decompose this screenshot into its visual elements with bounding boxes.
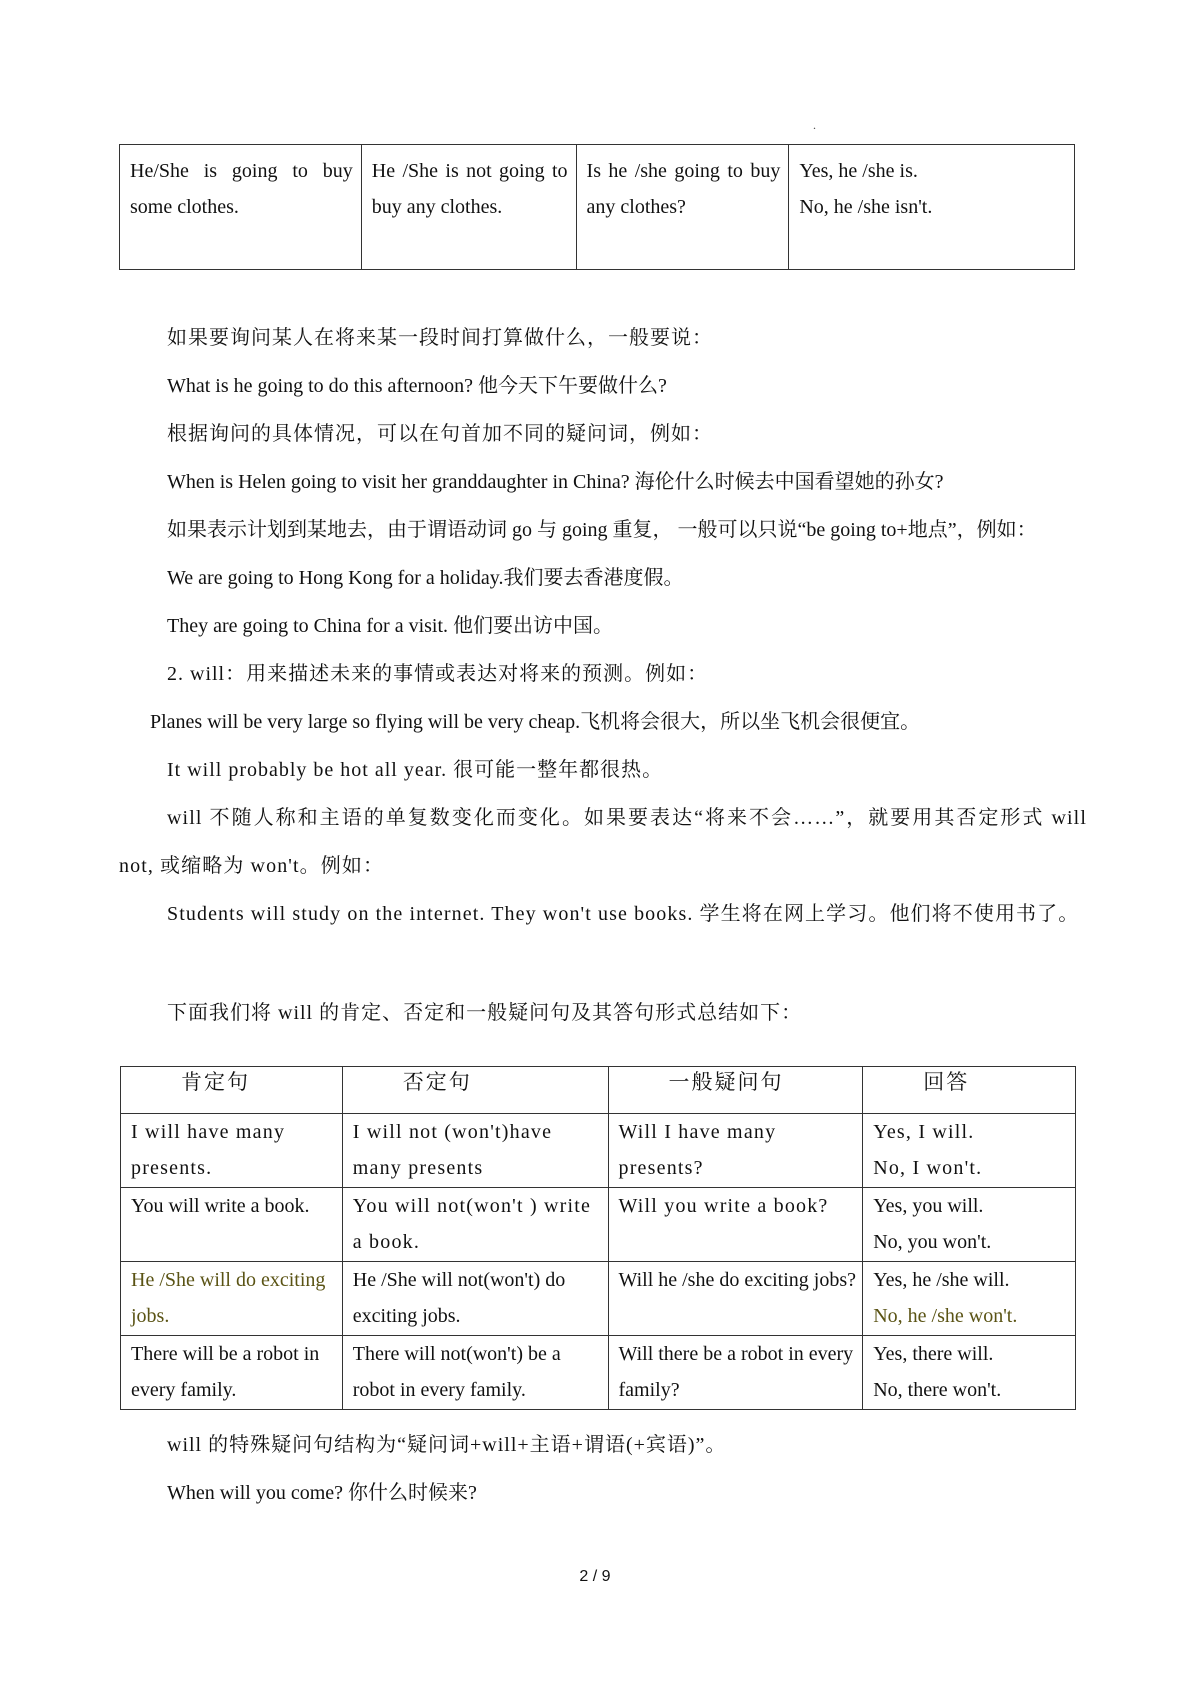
table-row xyxy=(121,1336,1076,1410)
table-cell: He /She will not(won't) do exciting jobs. xyxy=(342,1262,608,1336)
page-number: 2 / 9 xyxy=(579,1568,611,1585)
paragraph: We are going to Hong Kong for a holiday.我们要去香港度假。 xyxy=(167,567,684,589)
paragraph: It will probably be hot all year. 很可能一整年都很热。 xyxy=(167,759,664,781)
table-header-row xyxy=(121,1067,1076,1114)
paragraph: When is Helen going to visit her granddaughter in China? 海伦什么时候去中国看望她的孙女? xyxy=(167,471,944,493)
table-cell: You will write a book. xyxy=(121,1188,343,1262)
table-row xyxy=(121,1262,1076,1336)
answer-no: No, I won't. xyxy=(873,1157,983,1179)
table-cell: There will not(won't) be a robot in every family. xyxy=(342,1336,608,1410)
paragraph: will 不随人称和主语的单复数变化而变化。如果要表达“将来不会……”，就要用其否定形式 will not, 或缩略为 won't。例如： xyxy=(119,807,1087,877)
answer-no: No, you won't. xyxy=(873,1231,992,1253)
header-affirmative: 肯定句 xyxy=(121,1067,343,1114)
header-answer: 回答 xyxy=(863,1067,1076,1114)
paragraph: Students will study on the internet. They won't use books. 学生将在网上学习。他们将不使用书了。 xyxy=(167,903,1080,925)
answer-no: No, there won't. xyxy=(873,1379,1002,1401)
paragraph: 2. will：用来描述未来的事情或表达对将来的预测。例如： xyxy=(167,663,709,685)
paragraph: will 的特殊疑问句结构为“疑问词+will+主语+谓语(+宾语)”。 xyxy=(167,1434,727,1456)
table-cell xyxy=(863,1336,1076,1410)
answer-yes: Yes, he /she will. xyxy=(873,1269,1010,1291)
table-cell: Will he /she do exciting jobs? xyxy=(608,1262,863,1336)
will-forms-table xyxy=(120,1066,1076,1410)
table-cell xyxy=(863,1114,1076,1188)
answer-no: No, he /she isn't. xyxy=(799,196,933,218)
table-cell: He /She will do exciting jobs. xyxy=(121,1262,343,1336)
paragraph: When will you come? 你什么时候来? xyxy=(167,1482,477,1504)
paragraph: They are going to China for a visit. 他们要出访中国。 xyxy=(167,615,614,637)
table-cell-answer xyxy=(789,145,1075,270)
table-cell: Will there be a robot in every family? xyxy=(608,1336,863,1410)
answer-yes: Yes, there will. xyxy=(873,1343,994,1365)
going-to-table xyxy=(119,144,1075,270)
answer-no: No, he /she won't. xyxy=(873,1305,1018,1327)
table-cell xyxy=(863,1188,1076,1262)
table-cell: I will not (won't)have many presents xyxy=(342,1114,608,1188)
table-row xyxy=(120,145,1075,270)
table-cell: I will have many presents. xyxy=(121,1114,343,1188)
paragraph: Planes will be very large so flying will be very cheap.飞机将会很大，所以坐飞机会很便宜。 xyxy=(150,711,921,733)
table-cell-question: Is he /she going to buy any clothes? xyxy=(576,145,789,270)
table-cell: Will you write a book? xyxy=(608,1188,863,1262)
paragraph: 下面我们将 will 的肯定、否定和一般疑问句及其答句形式总结如下： xyxy=(167,1002,803,1024)
table-row xyxy=(121,1114,1076,1188)
header-question: 一般疑问句 xyxy=(608,1067,863,1114)
answer-yes: Yes, you will. xyxy=(873,1195,984,1217)
table-cell xyxy=(863,1262,1076,1336)
paragraph: What is he going to do this afternoon? 他今天下午要做什么? xyxy=(167,375,667,397)
table-row xyxy=(121,1188,1076,1262)
table-cell-negative: He /She is not going to buy any clothes. xyxy=(361,145,576,270)
stray-mark: . xyxy=(813,118,816,132)
answer-yes: Yes, I will. xyxy=(873,1121,975,1143)
table-cell: Will I have many presents? xyxy=(608,1114,863,1188)
header-negative: 否定句 xyxy=(342,1067,608,1114)
paragraph: 如果要询问某人在将来某一段时间打算做什么，一般要说： xyxy=(167,327,713,349)
table-cell: You will not(won't ) write a book. xyxy=(342,1188,608,1262)
table-cell: There will be a robot in every family. xyxy=(121,1336,343,1410)
paragraph: 如果表示计划到某地去，由于谓语动词 go 与 going 重复， 一般可以只说“be going to+地点”，例如： xyxy=(167,519,1037,541)
answer-yes: Yes, he /she is. xyxy=(799,160,918,182)
paragraph: 根据询问的具体情况，可以在句首加不同的疑问词，例如： xyxy=(167,423,713,445)
table-cell-affirmative: He/She is going to buy some clothes. xyxy=(120,145,362,270)
